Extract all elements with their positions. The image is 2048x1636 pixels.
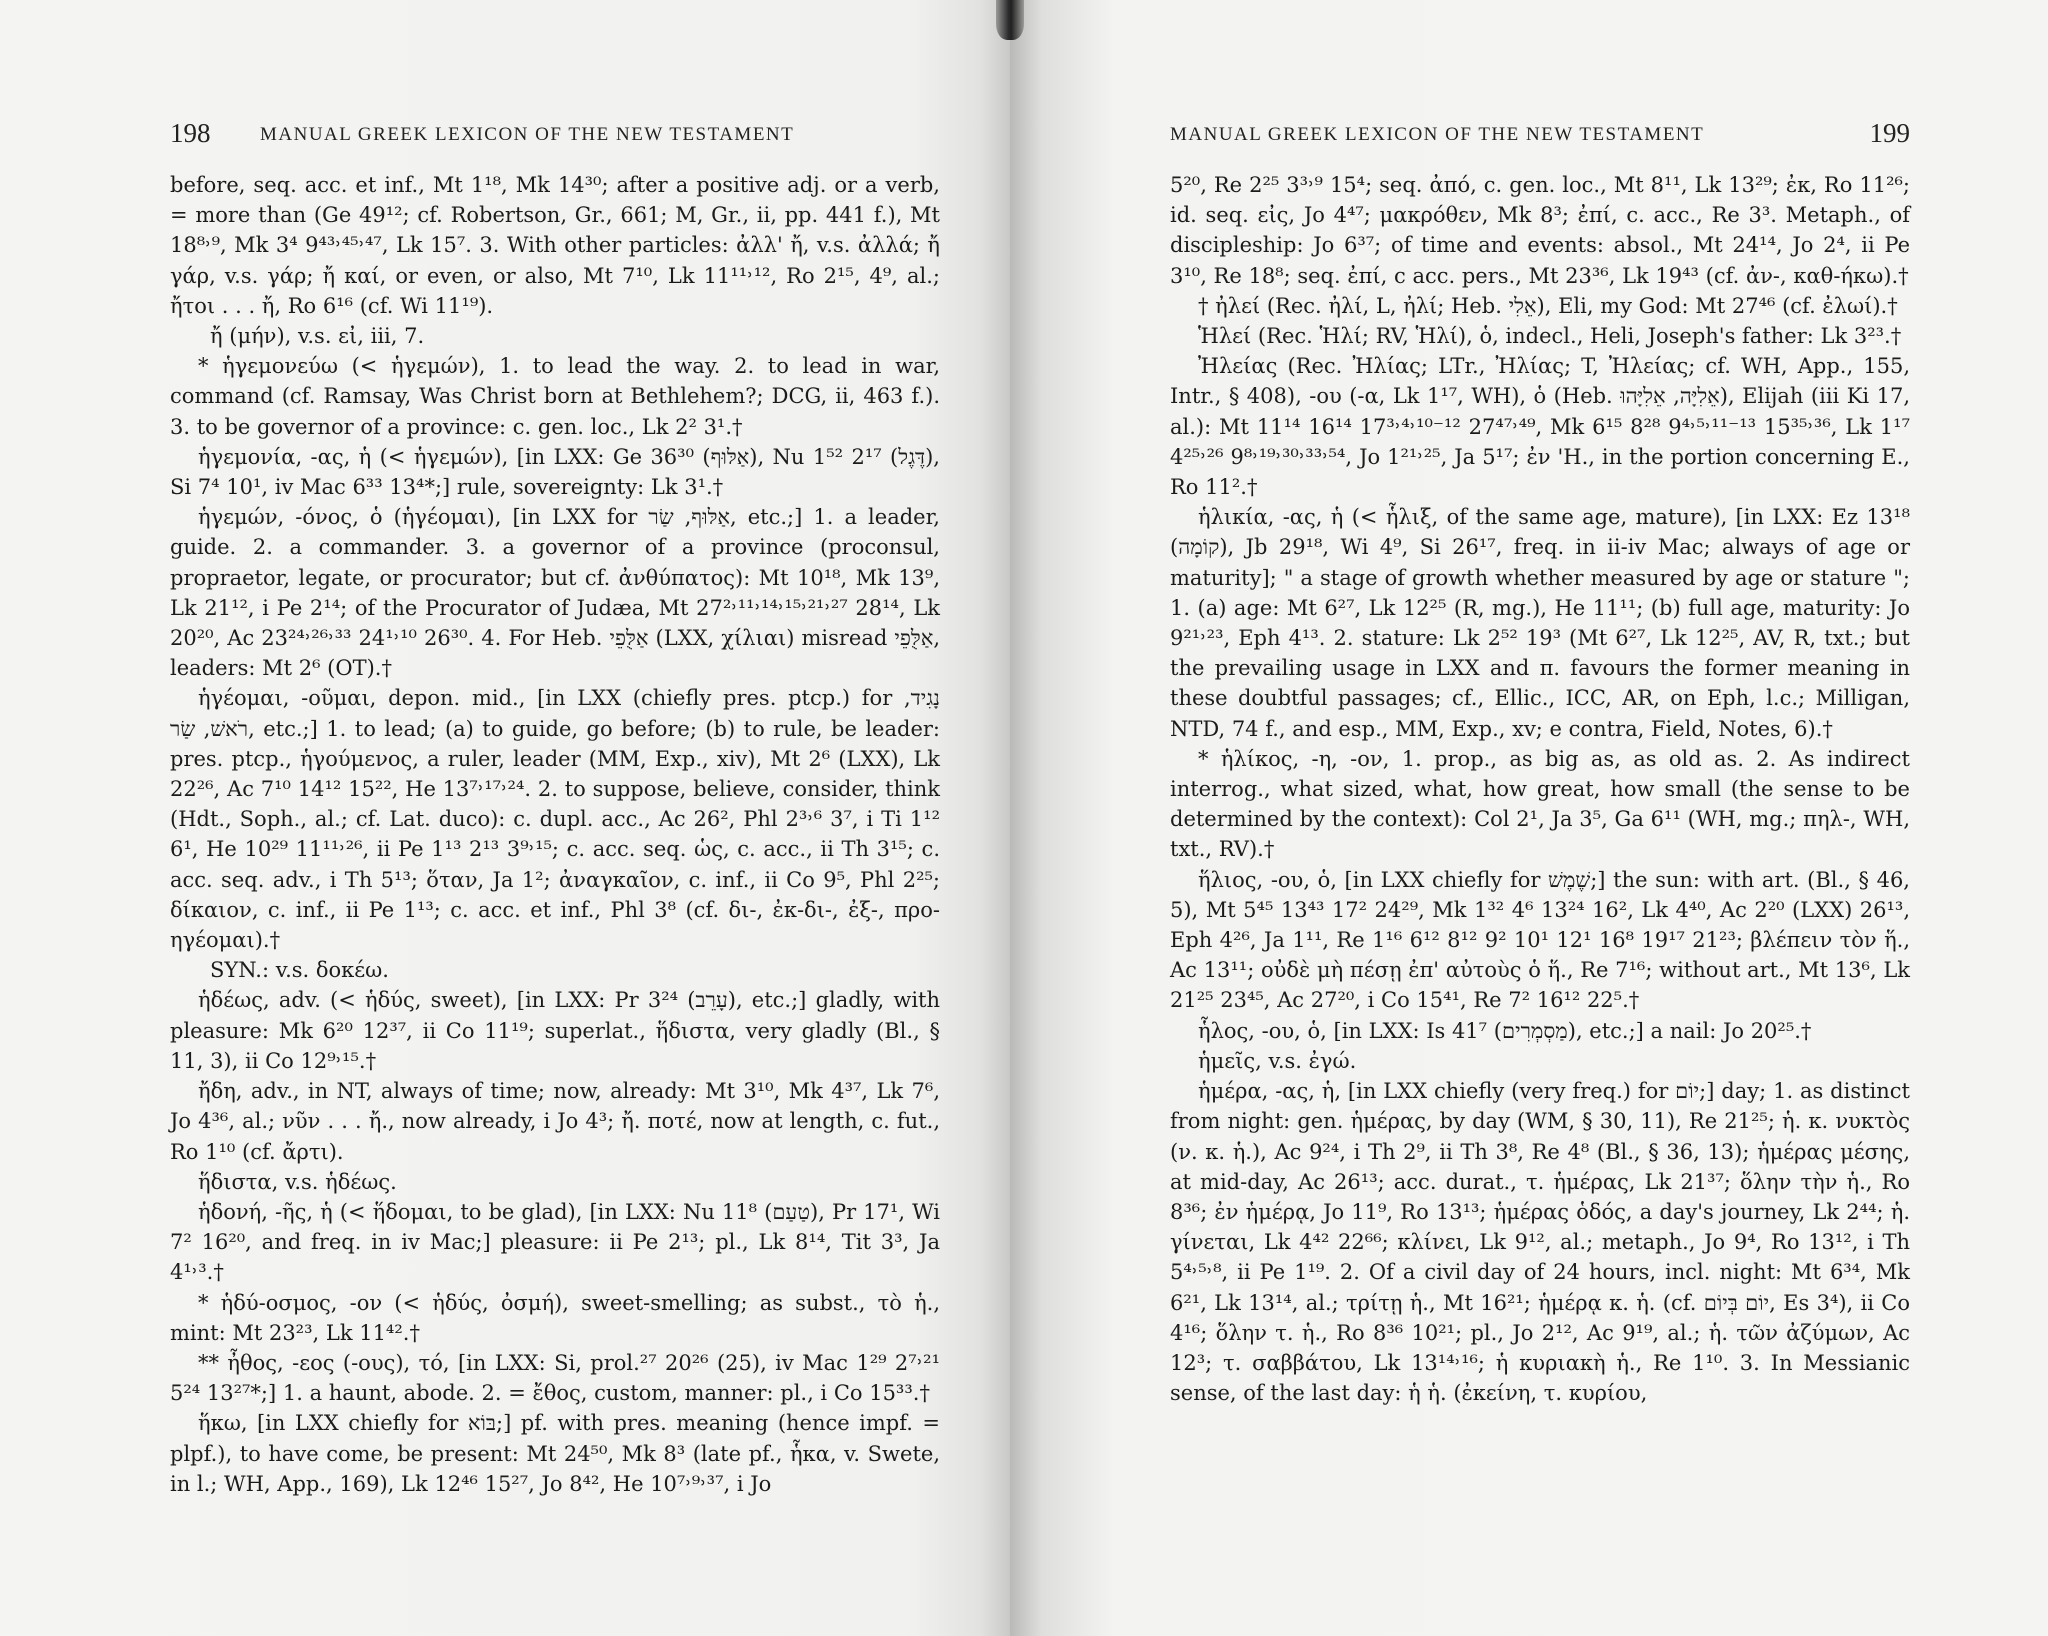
lexicon-entry: Ἠλείας (Rec. Ἠλίας; LTr., Ἠλίας; T, Ἠλείας; cf. WH, App., 155, Intr., § 408), -ου (-α, Lk 1¹⁷, WH), ὁ (Heb. אֵלִיָּה, אֵלִיָּהוּ), Elijah (iii Ki 17, al.): Mt 11¹⁴ 16¹⁴ 17³˒⁴˒¹⁰⁻¹² 27⁴⁷˒⁴⁹, Mk 6¹⁵ 8²⁸ 9⁴˒⁵˒¹¹⁻¹³ 15³⁵˒³⁶, Lk 1¹⁷ 4²⁵˒²⁶ 9⁸˒¹⁹˒³⁰˒³³˒⁵⁴, Jo 1²¹˒²⁵, Ja 5¹⁷; ἐν 'Η., in the portion concerning E., Ro 11².†	[1170, 354, 1911, 500]
lexicon-entry-continuation: before, seq. acc. et inf., Mt 1¹⁸, Mk 14³⁰; after a positive adj. or a verb, = more than (Ge 49¹²; cf. Robertson, Gr., 661; M, Gr., ii, pp. 441 f.), Mt 18⁸˒⁹, Mk 3⁴ 9⁴³˒⁴⁵˒⁴⁷, Lk 15⁷. 3. With other particles: ἀλλ' ἤ, v.s. ἀλλά; ἤ γάρ, v.s. γάρ; ἤ καί, or even, or also, Mt 7¹⁰, Lk 11¹¹˒¹², Ro 2¹⁵, 4⁹, al.; ἤτοι . . . ἤ, Ro 6¹⁶ (cf. Wi 11¹⁹).	[170, 173, 940, 318]
lexicon-entry: ἡγεμονία, -ας, ἡ (< ἡγεμών), [in LXX: Ge 36³⁰ (אַלּוּף), Nu 1⁵² 2¹⁷ (דֶּגֶל), Si 7⁴ 10¹, iv Mac 6³³ 13⁴*;] rule, sovereignty: Lk 3¹.†	[170, 444, 940, 500]
lexicon-entry: ἧλος, -ου, ὁ, [in LXX: Is 41⁷ (מַסְמְרִים), etc.;] a nail: Jo 20²⁵.†	[1198, 1018, 1812, 1043]
lexicon-entry: ἥδιστα, v.s. ἡδέως.	[198, 1169, 397, 1194]
lexicon-entry: * ἡδύ-οσμος, -ον (< ἡδύς, ὀσμή), sweet-smelling; as subst., τὸ ἡ., mint: Mt 23²³, Lk 11⁴².†	[170, 1290, 940, 1345]
lexicon-entry: ἡμεῖς, v.s. ἐγώ.	[1198, 1048, 1357, 1073]
left-page	[0, 0, 1010, 1636]
lexicon-entry: † ἠλεί (Rec. ἠλί, L, ἠλί; Heb. אֵלִי), Eli, my God: Mt 27⁴⁶ (cf. ἐλωί).†	[1198, 293, 1898, 318]
lexicon-entry: ἤ (μήν), v.s. εἰ, iii, 7.	[210, 324, 425, 349]
right-page-number: 199	[1869, 118, 1910, 148]
lexicon-entry: Ἡλεί (Rec. Ἡλί; RV, Ἡλί), ὁ, indecl., Heli, Joseph's father: Lk 3²³.†	[1198, 324, 1902, 349]
lexicon-entry-continuation: 5²⁰, Re 2²⁵ 3³˒⁹ 15⁴; seq. ἀπό, c. gen. loc., Mt 8¹¹, Lk 13²⁹; ἐκ, Ro 11²⁶; id. seq. εἰς, Jo 4⁴⁷; μακρόθεν, Mk 8³; ἐπί, c. acc., Re 3³. Metaph., of discipleship: Jo 6³⁷; of time and events: absol., Mt 24¹⁴, Jo 2⁴, ii Pe 3¹⁰, Re 18⁸; seq. ἐπί, c acc. pers., Mt 23³⁶, Lk 19⁴³ (cf. ἀν-, καθ-ήκω).†	[1170, 173, 1910, 288]
lexicon-entry: ἡδονή, -ῆς, ἡ (< ἥδομαι, to be glad), [in LXX: Nu 11⁸ (טַעַם), Pr 17¹, Wi 7² 16²⁰, and freq. in iv Mac;] pleasure: ii Pe 2¹³; pl., Lk 8¹⁴, Tit 3³, Ja 4¹˒³.†	[170, 1199, 941, 1285]
right-page-body	[1170, 170, 1910, 1408]
lexicon-entry: ἤδη, adv., in NT, always of time; now, already: Mt 3¹⁰, Mk 4³⁷, Lk 7⁶, Jo 4³⁶, al.; νῦν . . . ἤ., now already, i Jo 4³; ἤ. ποτέ, now at length, c. fut., Ro 1¹⁰ (cf. ἄρτι).	[170, 1079, 940, 1164]
lexicon-entry: ἡδέως, adv. (< ἡδύς, sweet), [in LXX: Pr 3²⁴ (עָרֵב), etc.;] gladly, with pleasure: Mk 6²⁰ 12³⁷, ii Co 11¹⁹; superlat., ἥδιστα, very gladly (Bl., § 11, 3), ii Co 12⁹˒¹⁵.†	[170, 988, 940, 1073]
right-running-head: MANUAL GREEK LEXICON OF THE NEW TESTAMENT	[1170, 124, 1705, 145]
lexicon-entry: ** ἦθος, -εος (-ους), τό, [in LXX: Si, prol.²⁷ 20²⁶ (25), iv Mac 1²⁹ 2⁷˒²¹ 5²⁴ 13²⁷*;] 1. a haunt, abode. 2. = ἔθος, custom, manner: pl., i Co 15³³.†	[170, 1350, 940, 1406]
left-running-head: MANUAL GREEK LEXICON OF THE NEW TESTAMENT	[260, 124, 795, 145]
right-page-header	[1170, 118, 1910, 158]
left-page-number: 198	[170, 118, 211, 148]
lexicon-entry: ἡμέρα, -ας, ἡ, [in LXX chiefly (very freq.) for יוֹם;] day; 1. as distinct from night: gen. ἡμέρας, by day (WM, § 30, 11), Re 21²⁵; ἡ. κ. νυκτὸς (ν. κ. ἡ.), Ac 9²⁴, i Th 2⁹, ii Th 3⁸, Re 4⁸ (Bl., § 36, 13); ἡμέρας μέσης, at mid-day, Ac 26¹³; acc. durat., τ. ἡμέρας, Lk 21³⁷; ὅλην τὴν ἡ., Ro 8³⁶; ἐν ἡμέρᾳ, Jo 11⁹, Ro 13¹³; ἡμέρας ὁδός, a day's journey, Lk 2⁴⁴; ἡ. γίνεται, Lk 4⁴² 22⁶⁶; κλίνει, Lk 9¹², al.; metaph., Jo 9⁴, Ro 13¹², i Th 5⁴˒⁵˒⁸, ii Pe 1¹⁹. 2. Of a civil day of 24 hours, incl. night: Mt 6³⁴, Mk 6²¹, Lk 13¹⁴, al.; τρίτῃ ἡ., Mt 16²¹; ἡμέρᾳ κ. ἡ. (cf. יוֹם בְּיוֹם, Es 3⁴), ii Co 4¹⁶; ὅλην τ. ἡ., Ro 8³⁶ 10²¹; pl., Jo 2¹², Ac 9¹⁹, al.; ἡ. τῶν ἀζύμων, Ac 12³; τ. σαββάτου, Lk 13¹⁴˒¹⁶; ἡ κυριακὴ ἡ., Re 1¹⁰. 3. In Messianic sense, of the last day: ἡ ἡ. (ἐκείνη, τ. κυρίου,	[1170, 1079, 1910, 1406]
lexicon-entry: * ἡγεμονεύω (< ἡγεμών), 1. to lead the way. 2. to lead in war, command (cf. Ramsay, Was Christ born at Bethlehem?; DCG, ii, 463 f.). 3. to be governor of a province: c. gen. loc., Lk 2² 3¹.†	[170, 354, 940, 439]
right-page	[1010, 0, 2048, 1636]
book-gutter-shadow	[996, 0, 1024, 40]
lexicon-entry: * ἡλίκος, -η, -ον, 1. prop., as big as, as old as. 2. As indirect interrog., what sized, what, how great, how small (the sense to be determined by the context): Col 2¹, Ja 3⁵, Ga 6¹¹ (WH, mg.; πηλ-, WH, txt., RV).†	[1170, 746, 1910, 862]
lexicon-entry: ἡλικία, -ας, ἡ (< ἧλιξ, of the same age, mature), [in LXX: Ez 13¹⁸ (קוֹמָה), Jb 29¹⁸, Wi 4⁹, Si 26¹⁷, freq. in ii-iv Mac; always of age or maturity]; " a stage of growth whether measured by age or stature "; 1. (a) age: Mt 6²⁷, Lk 12²⁵ (R, mg.), He 11¹¹; (b) full age, maturity: Jo 9²¹˒²³, Eph 4¹³. 2. stature: Lk 2⁵² 19³ (Mt 6²⁷, Lk 12²⁵, AV, R, txt.; but the prevailing usage in LXX and π. favours the former meaning in these doubtful passages; cf., Ellic., ICC, AR, on Eph, l.c.; Milligan, NTD, 74 f., and esp., MM, Exp., xv; e contra, Field, Notes, 6).†	[1170, 505, 1910, 741]
lexicon-entry: ἥλιος, -ου, ὁ, [in LXX chiefly for שֶׁמֶשׁ;] the sun: with art. (Bl., § 46, 5), Mt 5⁴⁵ 13⁴³ 17² 24²⁹, Mk 1³² 4⁶ 13²⁴ 16², Lk 4⁴⁰, Ac 2²⁰ (LXX) 26¹³, Eph 4²⁶, Ja 1¹¹, Re 1¹⁶ 6¹² 8¹² 9² 10¹ 12¹ 16⁸ 19¹⁷ 21²³; βλέπειν τὸν ἥ., Ac 13¹¹; οὐδὲ μὴ πέσῃ ἐπ' αὐτοὺς ὁ ἥ., Re 7¹⁶; without art., Mt 13⁶, Lk 21²⁵ 23⁴⁵, Ac 27²⁰, i Co 15⁴¹, Re 7² 16¹² 22⁵.†	[1170, 867, 1910, 1013]
lexicon-entry: ἡγέομαι, -οῦμαι, depon. mid., [in LXX (chiefly pres. ptcp.) for נָגִיד, רֹאשׁ, שַׂר, etc.;] 1. to lead; (a) to guide, go before; (b) to rule, be leader: pres. ptcp., ἡγούμενος, a ruler, leader (MM, Exp., xiv), Mt 2⁶ (LXX), Lk 22²⁶, Ac 7¹⁰ 14¹² 15²², He 13⁷˒¹⁷˒²⁴. 2. to suppose, believe, consider, think (Hdt., Soph., al.; cf. Lat. duco): c. dupl. acc., Ac 26², Phl 2³˒⁶ 3⁷, i Ti 1¹² 6¹, He 10²⁹ 11¹¹˒²⁶, ii Pe 1¹³ 2¹³ 3⁹˒¹⁵; c. acc. seq. ὡς, c. acc., ii Th 3¹⁵; c. acc. seq. adv., i Th 5¹³; ὅταν, Ja 1²; ἀναγκαῖον, c. inf., ii Co 9⁵, Phl 2²⁵; δίκαιον, c. inf., ii Pe 1¹³; c. acc. et inf., Phl 3⁸ (cf. δι-, ἐκ-δι-, ἐξ-, προ-ηγέομαι).†	[170, 686, 940, 953]
left-page-header	[170, 118, 940, 158]
lexicon-entry: ἡγεμών, -όνος, ὁ (ἡγέομαι), [in LXX for אַלּוּף, שַׂר, etc.;] 1. a leader, guide. 2. a commander. 3. a governor of a province (proconsul, propraetor, legate, or procurator; but cf. ἀνθύπατος): Mt 10¹⁸, Mk 13⁹, Lk 21¹², i Pe 2¹⁴; of the Procurator of Judæa, Mt 27²˒¹¹˒¹⁴˒¹⁵˒²¹˒²⁷ 28¹⁴, Lk 20²⁰, Ac 23²⁴˒²⁶˒³³ 24¹˒¹⁰ 26³⁰. 4. For Heb. אַלֻּפֵי (LXX, χίλιαι) misread אַלֻּפֵי, leaders: Mt 2⁶ (OT).†	[170, 505, 940, 681]
left-page-body	[170, 170, 940, 1499]
lexicon-entry: ἥκω, [in LXX chiefly for בּוֹא;] pf. with pres. meaning (hence impf. = plpf.), to have come, be present: Mt 24⁵⁰, Mk 8³ (late pf., ἧκα, v. Swete, in l.; WH, App., 169), Lk 12⁴⁶ 15²⁷, Jo 8⁴², He 10⁷˒⁹˒³⁷, i Jo	[170, 1411, 941, 1496]
lexicon-entry: SYN.: v.s. δοκέω.	[210, 958, 389, 983]
